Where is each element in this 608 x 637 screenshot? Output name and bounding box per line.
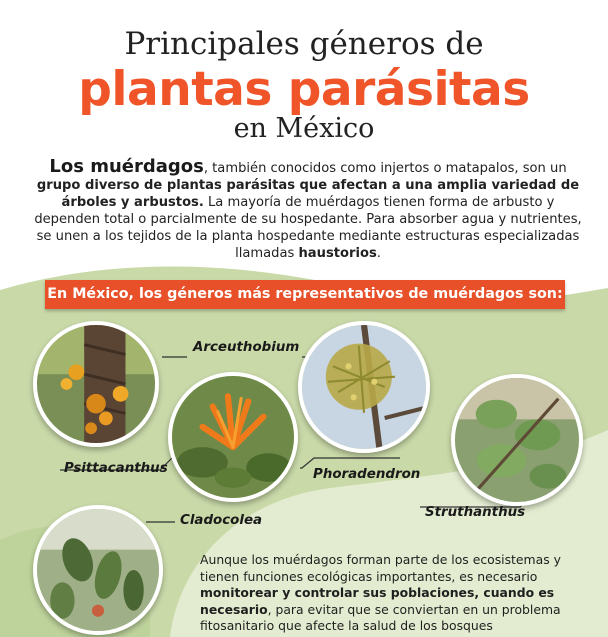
intro-text-2: La mayoría de muérdagos tienen forma de arbusto y dependen total o parcialmente de su hospedante. Para absorber agua y nutrientes, se unen a los tejidos de la planta hospedante mediante estructuras especializadas llamadas: [34, 195, 582, 261]
intro-lead: Los muérdagos: [49, 156, 204, 177]
intro-bold-1: grupo diverso de plantas parásitas que afectan a una amplia variedad de árboles y arbustos.: [36, 178, 580, 210]
label-psittacanthus: Psittacanthus: [64, 461, 168, 476]
psittacanthus-photo: [168, 372, 298, 502]
footer-text-1: Aunque los muérdagos forman parte de los ecosistemas y tienen funciones ecológicas importantes, es necesario: [200, 552, 561, 584]
cladocolea-photo: [33, 505, 163, 635]
title-line-2: plantas parásitas: [78, 62, 530, 117]
label-phoradendron: Phoradendron: [313, 467, 421, 482]
intro-bold-2: haustorios: [298, 246, 377, 261]
intro-paragraph: [30, 158, 586, 262]
label-struthanthus: Struthanthus: [425, 505, 526, 520]
title-line-1: Principales géneros de: [124, 26, 484, 62]
label-cladocolea: Cladocolea: [180, 513, 263, 528]
footer-bold-1: monitorear y controlar sus poblaciones, cuando es necesario: [200, 585, 555, 617]
section-banner: En México, los géneros más representativos de muérdagos son:: [45, 280, 565, 309]
footer-text-2: , para evitar que se conviertan en un problema fitosanitario que afecte la salud de los bosques: [200, 601, 561, 633]
arceuthobium-photo: [33, 321, 159, 447]
title-line-3: en México: [233, 113, 375, 144]
intro-text-3: .: [376, 246, 381, 261]
label-arceuthobium: Arceuthobium: [193, 340, 300, 355]
struthanthus-photo: [451, 374, 583, 506]
intro-text-1: , también conocidos como injertos o matapalos, son un: [203, 161, 567, 176]
footer-paragraph: [200, 552, 580, 635]
phoradendron-photo: [298, 321, 430, 453]
